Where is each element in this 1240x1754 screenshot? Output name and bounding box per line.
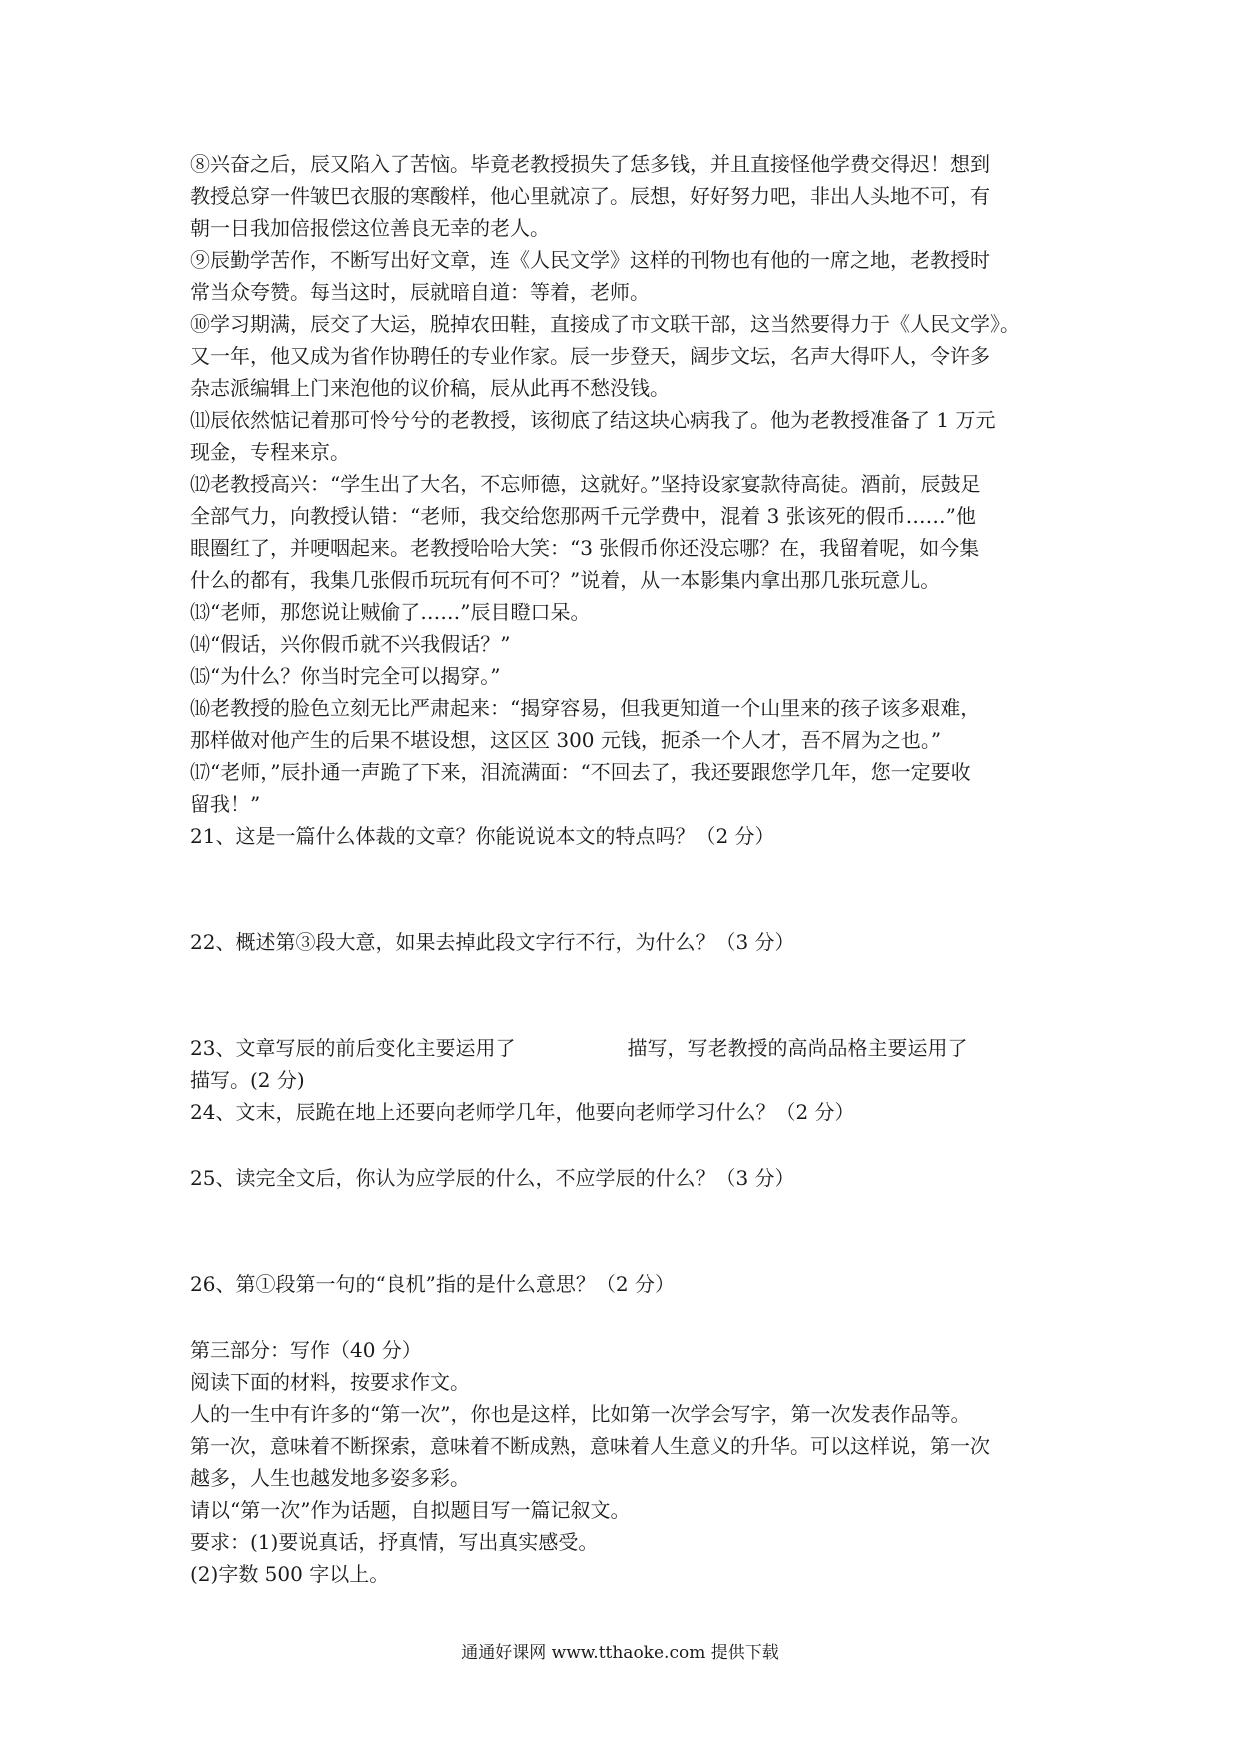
paragraph-line: 什么的都有，我集几张假币玩玩有何不可？”说着，从一本影集内拿出那几张玩意儿。: [190, 568, 941, 592]
paragraph-line: ⑧兴奋之后，辰又陷入了苦恼。毕竟老教授损失了恁多钱，并且直接怪他学费交得迟！想到: [190, 152, 990, 176]
paragraph-15: ⒂“为什么？你当时完全可以揭穿。”: [190, 664, 501, 688]
paragraph-9: [190, 244, 1060, 308]
paragraph-13: ⒀“老师，那您说让贼偷了……”辰目瞪口呆。: [190, 600, 591, 624]
requirement-2: (2)字数 500 字以上。: [190, 1562, 390, 1586]
question-23-line-2: 描写。(2 分): [190, 1068, 305, 1092]
paragraph-11: [190, 404, 1060, 468]
writing-instruction: 阅读下面的材料，按要求作文。: [190, 1370, 470, 1394]
paragraph-17: [190, 756, 1060, 820]
paragraph-line: ⑿老教授高兴：“学生出了大名，不忘师德，这就好。”坚持设家宴款待高徒。酒前，辰鼓足: [190, 472, 981, 496]
paragraph-line: 现金，专程来京。: [190, 440, 350, 464]
writing-topic: 请以“第一次”作为话题，自拟题目写一篇记叙文。: [190, 1498, 631, 1522]
section-heading: 第三部分：写作（40 分）: [190, 1338, 422, 1362]
paragraph-16: [190, 692, 1060, 756]
writing-section: [190, 1334, 1060, 1590]
paragraph-12: [190, 468, 1060, 596]
paragraph-14: ⒁“假话，兴你假币就不兴我假话？”: [190, 632, 511, 656]
paragraph-line: 全部气力，向教授认错：“老师，我交给您那两千元学费中，混着 3 张该死的假币……”他: [190, 504, 976, 528]
question-24: 24、文末，辰跪在地上还要向老师学几年，他要向老师学习什么？（2 分）: [190, 1100, 855, 1124]
paragraph-10: [190, 308, 1060, 404]
paragraph-line: ⑩学习期满，辰交了大运，脱掉农田鞋，直接成了市文联干部，这当然要得力于《人民文学》。: [190, 312, 1020, 336]
paragraph-line: ⑨辰勤学苦作，不断写出好文章，连《人民文学》这样的刊物也有他的一席之地，老教授时: [190, 248, 990, 272]
paragraph-line: 教授总穿一件皱巴衣服的寒酸样，他心里就凉了。辰想，好好努力吧，非出人头地不可，有: [190, 184, 990, 208]
paragraph-line: 又一年，他又成为省作协聘任的专业作家。辰一步登天，阔步文坛，名声大得吓人，令许多: [190, 344, 990, 368]
question-22: 22、概述第③段大意，如果去掉此段文字行不行，为什么？（3 分）: [190, 930, 795, 954]
paragraph-line: 那样做对他产生的后果不堪设想，这区区 300 元钱，扼杀一个人才，吾不屑为之也。”: [190, 728, 942, 752]
question-23-text-b: 描写，写老教授的高尚品格主要运用了: [627, 1036, 968, 1060]
question-23: [190, 1032, 1060, 1096]
paragraph-line: ⒃老教授的脸色立刻无比严肃起来：“揭穿容易，但我更知道一个山里来的孩子该多艰难，: [190, 696, 981, 720]
paragraph-line: 留我！”: [190, 792, 261, 816]
material-line: 第一次，意味着不断探索，意味着不断成熟，意味着人生意义的升华。可以这样说，第一次: [190, 1434, 990, 1458]
paragraph-line: 眼圈红了，并哽咽起来。老教授哈哈大笑：“3 张假币你还没忘哪？在，我留着呢，如今集: [190, 536, 980, 560]
answer-space: [190, 1194, 1060, 1268]
answer-space: [190, 1300, 1060, 1334]
material-line: 人的一生中有许多的“第一次”，你也是这样，比如第一次学会写字，第一次发表作品等。: [190, 1402, 971, 1426]
paragraph-8: [190, 148, 1060, 244]
answer-space: [190, 958, 1060, 1032]
paragraph-line: 朝一日我加倍报偿这位善良无幸的老人。: [190, 216, 550, 240]
question-25: 25、读完全文后，你认为应学辰的什么，不应学辰的什么？（3 分）: [190, 1166, 795, 1190]
paragraph-line: ⑾辰依然惦记着那可怜兮兮的老教授，该彻底了结这块心病我了。他为老教授准备了 1 万元: [190, 408, 996, 432]
paragraph-line: 常当众夸赞。每当这时，辰就暗自道：等着，老师。: [190, 280, 650, 304]
question-23-text-a: 23、文章写辰的前后变化主要运用了: [190, 1036, 516, 1060]
paragraph-line: ⒄“老师，”辰扑通一声跪了下来，泪流满面：“不回去了，我还要跟您学几年，您一定要收: [190, 760, 971, 784]
material-line: 越多，人生也越发地多姿多彩。: [190, 1466, 470, 1490]
paragraph-line: 杂志派编辑上门来泡他的议价稿，辰从此再不愁没钱。: [190, 376, 670, 400]
requirement-1: 要求：(1)要说真话，抒真情，写出真实感受。: [190, 1530, 599, 1554]
answer-space: [190, 852, 1060, 926]
question-23-line-1: [190, 1032, 1060, 1064]
answer-space: [190, 1128, 1060, 1162]
question-26: 26、第①段第一句的“良机”指的是什么意思？（2 分）: [190, 1272, 675, 1296]
question-21: 21、这是一篇什么体裁的文章？你能说说本文的特点吗？（2 分）: [190, 824, 775, 848]
exam-page: [190, 148, 1060, 1590]
page-footer: 通通好课网 www.tthaoke.com 提供下载: [461, 1643, 779, 1663]
